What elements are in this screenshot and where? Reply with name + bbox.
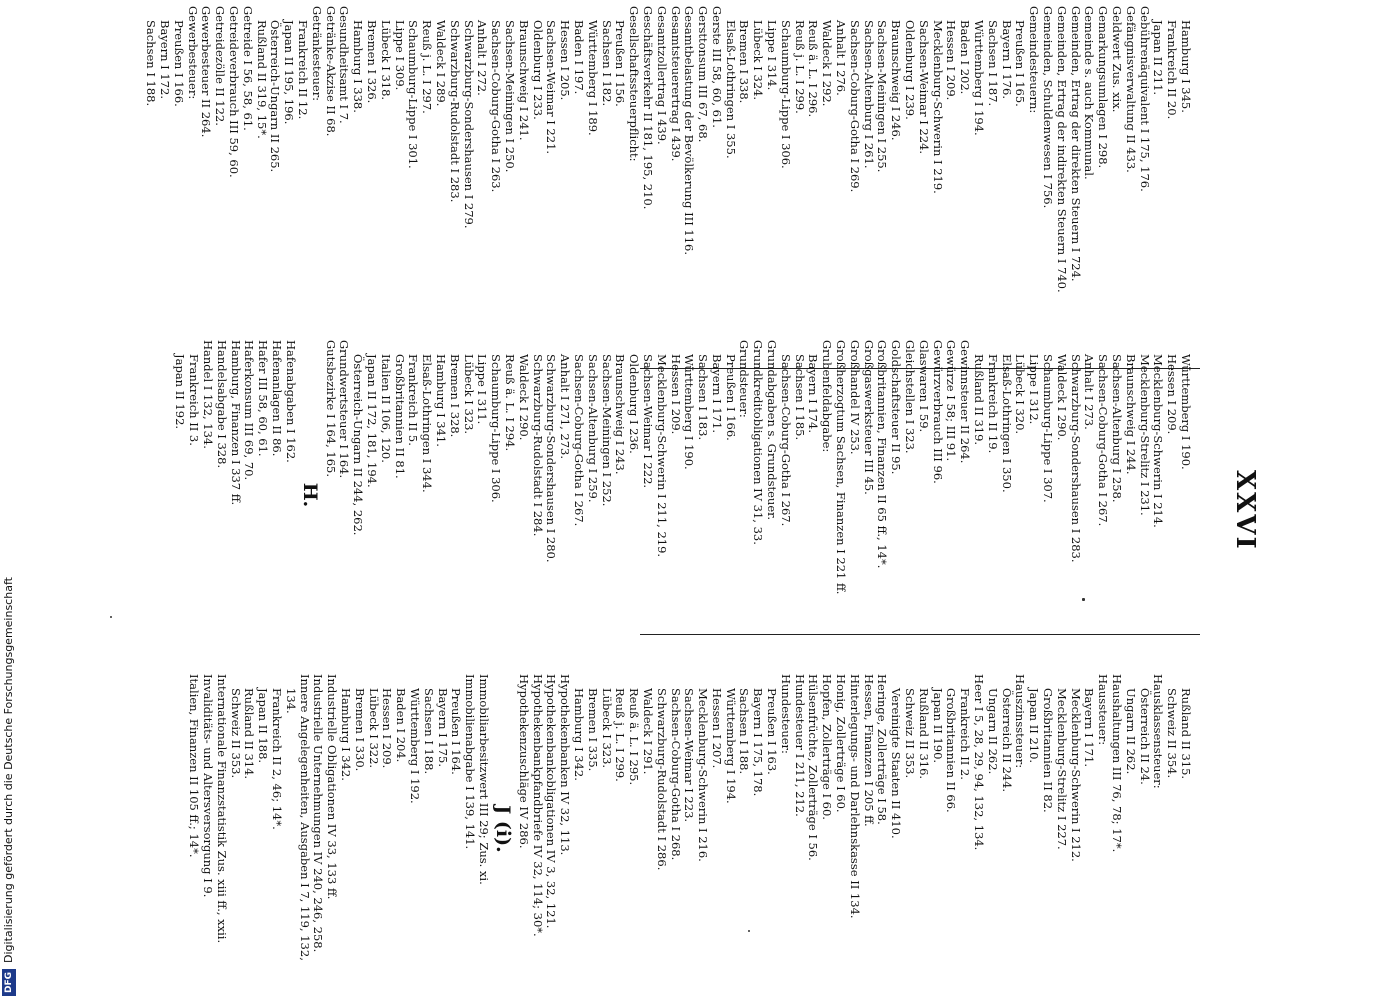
index-entry: Großgaswerksteuer III 45. <box>861 340 876 495</box>
index-entry: Sachsen-Weimar I 224. <box>916 20 931 155</box>
index-entry: Elsaß-Lothringen I 355. <box>723 20 738 159</box>
index-entry: Sachsen-Altenburg I 259. <box>585 354 600 503</box>
index-entry: Schweiz II 353. <box>903 688 918 779</box>
index-entry: Hamburg I 342. <box>338 688 353 781</box>
index-entry: Österreich II 244. <box>999 688 1014 793</box>
index-entry: Gleichstellen I 323. <box>903 340 918 454</box>
index-entry: Preußen I 156. <box>613 20 628 107</box>
index-entry: Württemberg I 192. <box>407 688 422 804</box>
index-entry: Gutsbezirke I 164, 165. <box>323 340 338 478</box>
index-entry: Lübeck I 318. <box>378 20 393 101</box>
index-entry: Hauszinssteuer: <box>1013 674 1028 769</box>
index-entry: Großhandel IV 253. <box>847 340 862 455</box>
index-entry: Heer I 5, 28, 29, 94, 132, 134. <box>972 674 987 851</box>
index-entry: Reuß ä. L. I 294. <box>502 354 517 452</box>
index-entry: Schwarzburg-Sondershausen I 279. <box>461 20 476 229</box>
index-entry: Bayern I 171. <box>1082 688 1097 767</box>
index-entry: Hundesteuer: <box>778 674 793 754</box>
index-entry: Gemeinden, Schuldenwesen I 756. <box>1041 6 1056 209</box>
index-entry: Getreide I 56, 58, 61. <box>240 6 255 131</box>
index-entry: Grundsteuer: <box>737 340 752 418</box>
index-entry: Hessen I 205. <box>558 20 573 101</box>
index-entry: Sachsen I 188. <box>421 688 436 775</box>
index-entry: Bayern I 175, 178. <box>751 688 766 797</box>
index-entry: Sachsen I 188. <box>144 20 159 107</box>
index-entry: Oldenburg I 239. <box>903 20 918 120</box>
index-entry: Hamburg I 345. <box>1179 20 1193 113</box>
index-entry: Sachsen-Coburg-Gotha I 267. <box>1096 354 1111 527</box>
index-entry: Schwarzburg-Sondershausen I 280. <box>544 354 559 563</box>
index-entry: Getränke-Akzise II 68. <box>323 6 338 137</box>
index-entry: Großbritannien II 81. <box>392 354 407 479</box>
index-entry: Mecklenburg-Strelitz I 227. <box>1054 688 1069 850</box>
index-entry: Internationale Finanzstatistik Zus. xiii ff., xxii. <box>214 674 229 944</box>
index-entry: Sachsen-Weimar I 223. <box>682 688 697 823</box>
index-entry: Schaumburg-Lippe I 306. <box>489 354 504 503</box>
index-entry: Württemberg I 189. <box>585 20 600 136</box>
index-entry: Sachsen-Meiningen I 252. <box>599 354 614 507</box>
index-entry: Schaumburg-Lippe I 306. <box>778 20 793 169</box>
index-entry: Japan II 172, 181, 194. <box>364 354 379 488</box>
index-entry: Preußen I 163. <box>765 688 780 775</box>
index-entry: Hessen I 209. <box>1165 354 1180 435</box>
index-entry: Hamburg I 342. <box>571 688 586 781</box>
index-entry: Lübeck I 323. <box>599 688 614 769</box>
index-entry: Mecklenburg-Strelitz I 231. <box>1137 354 1152 516</box>
index-entry: Gesamtbelastung der Bevölkerung III 116. <box>682 6 697 255</box>
index-entry: Waldeck I 289. <box>433 20 448 107</box>
index-entry: Reuß j. L. I 299. <box>792 20 807 114</box>
index-entry: Bremen I 338. <box>737 20 752 104</box>
index-entry: Schwarzburg-Rudolstadt I 283. <box>447 20 462 203</box>
index-entry: Geldwert Zus. xix. <box>1110 6 1125 113</box>
index-entry: Hopfen, Zollerträge I 60. <box>820 674 835 820</box>
index-entry: Sachsen-Weimar I 222. <box>640 354 655 489</box>
index-entry: Handelsabgabe I 328. <box>214 340 229 469</box>
index-entry: Japan II 188. <box>256 688 271 764</box>
index-entry: Sachsen I 182. <box>599 20 614 107</box>
index-entry: Gewürzverbrauch III 96. <box>930 340 945 484</box>
digitization-note <box>0 0 18 1000</box>
index-entry: Hessen I 209. <box>668 354 683 435</box>
index-entry: Gewinnsteuer II 264. <box>958 340 973 464</box>
index-entry: Lübeck I 324. <box>751 20 766 101</box>
index-entry: Gewerbesteuer II 264. <box>199 6 214 138</box>
index-entry: Braunschweig I 243. <box>613 354 628 475</box>
index-entry: Reuß ä. L. I 295. <box>627 688 642 786</box>
index-entry: Hamburg, Finanzen I 337 ff. <box>228 340 243 506</box>
index-entry: Frankreich II 3. <box>187 354 202 446</box>
index-entry: Frankreich II 20. <box>1165 20 1180 120</box>
index-entry: Reuß ä. L. I 296. <box>806 20 821 118</box>
index-entry: Hypothekenzuschläge IV 286. <box>516 674 531 849</box>
index-entry: Mecklenburg-Schwerin I 214. <box>1151 354 1166 528</box>
index-entry: Rußland II 314. <box>242 688 257 780</box>
index-entry: Gemeinden, Ertrag der indirekten Steuern I 740. <box>1054 6 1069 293</box>
index-entry: Hausklassensteuer: <box>1151 674 1166 789</box>
index-entry: Hessen I 207. <box>709 688 724 769</box>
index-entry: Württemberg I 190. <box>1179 354 1193 470</box>
index-entry: Hypothekenbankpfandbriefe IV 32, 114; 30*. <box>530 674 545 937</box>
index-entry: Ungarn II 262. <box>985 688 1000 775</box>
index-entry: Ungarn II 262. <box>1123 688 1138 775</box>
index-entry: Hypothekenbanken IV 32, 113. <box>558 674 573 856</box>
index-entry: Elsaß-Lothringen I 350. <box>999 354 1014 493</box>
index-entry: Schweiz II 354. <box>1165 688 1180 779</box>
index-entry: Industrielle Unternehmungen IV 240, 246, 258. <box>311 674 326 953</box>
index-entry: Rußland II 315. <box>1179 688 1193 780</box>
index-entry: Hamburg I 338. <box>351 20 366 113</box>
index-entry: Grundabgaben s. Grundsteuer. <box>765 340 780 521</box>
index-entry: Sachsen-Altenburg I 261. <box>861 20 876 169</box>
index-entry: Anhalt I 273. <box>1082 354 1097 430</box>
index-entry: Sachsen I 183. <box>696 354 711 441</box>
index-entry: Gersttonsum III 67, 68. <box>696 6 711 143</box>
index-entry: Rußland II 319. <box>972 354 987 446</box>
index-entry: Hülsenfrüchte, Zollerträge I 56. <box>806 674 821 861</box>
index-entry: Waldeck I 290. <box>1054 354 1069 441</box>
section-letter: J (i). <box>491 805 514 853</box>
index-entry: Hafenabgaben I 162. <box>283 340 298 463</box>
index-entry: Rußland II 316. <box>916 688 931 780</box>
index-entry: Getreideverbrauch III 59, 60. <box>227 6 242 178</box>
index-entry: Haferkonsum III 69, 70. <box>242 340 257 481</box>
index-entry: Gerste III 58, 60, 61. <box>709 6 724 128</box>
index-entry: Schwarzburg-Rudolstadt I 286. <box>654 688 669 871</box>
index-entry: Großherzogtum Sachsen, Finanzen I 221 ff. <box>834 340 849 595</box>
index-entry: Heringe, Zollerträge I 58. <box>875 674 890 825</box>
index-entry: Gemeinde s. auch Kommunal. <box>1082 6 1097 180</box>
index-entry: Baden I 197. <box>571 20 586 95</box>
index-entry: Honig, Zollerträge I 60. <box>834 674 849 813</box>
index-entry: Waldeck I 290. <box>516 354 531 441</box>
section-letter: H. <box>298 482 321 508</box>
index-entry: Hessen I 209. <box>944 20 959 101</box>
index-entry: Lippe I 314. <box>765 20 780 91</box>
index-entry: Grubenfeldabgabe: <box>820 340 835 453</box>
index-entry: Bayern I 172. <box>158 20 173 99</box>
index-entry: Großbritannien II 82. <box>1041 688 1056 813</box>
index-entry: Japan II 210. <box>1027 688 1042 764</box>
index-entry: Mecklenburg-Schwerin I 212. <box>1068 688 1083 862</box>
index-entry: Lippe I 311. <box>475 354 490 425</box>
index-entry: Schwarzburg-Sondershausen I 283. <box>1068 354 1083 563</box>
index-entry: Japan II 195, 196. <box>282 20 297 125</box>
index-entry: Schaumburg-Lippe I 307. <box>1041 354 1056 503</box>
index-entry: Großbritannien II 66. <box>944 688 959 813</box>
index-entry: Gewürze I 58; III 91. <box>944 340 959 462</box>
index-entry: Geschäftsverkehr II 181, 195, 210. <box>640 6 655 210</box>
index-entry: Waldeck I 291. <box>640 688 655 775</box>
scan-speck <box>110 616 112 618</box>
index-entry: Gewerbesteuer: <box>185 6 200 100</box>
index-entry: Sachsen-Coburg-Gotha I 269. <box>847 20 862 193</box>
index-entry: Lippe I 309. <box>392 20 407 91</box>
index-entry: Anhalt I 272. <box>475 20 490 96</box>
index-entry: Reuß j. L. I 299. <box>613 688 628 782</box>
index-column-2 <box>173 340 1192 650</box>
index-entry: Bremen I 328. <box>447 354 462 438</box>
index-entry: Braunschweig I 244. <box>1123 354 1138 475</box>
index-entry: Rußland II 319, 15*. <box>254 20 269 139</box>
index-entry: Österreich-Ungarn II 265. <box>268 20 283 173</box>
index-entry: Frankreich II 5. <box>406 354 421 446</box>
index-entry: Lübeck I 323. <box>461 354 476 435</box>
index-entry: Österreich-Ungarn II 244, 262. <box>351 354 366 536</box>
index-entry: Oldenburg I 236. <box>627 354 642 454</box>
index-entry: Preußen I 166. <box>723 354 738 441</box>
index-entry: Vereinigte Staaten II 410. <box>889 688 904 839</box>
index-entry: Württemberg I 194. <box>972 20 987 136</box>
index-entry: Italien II 106, 120. <box>378 354 393 463</box>
index-entry: Gemeindesteuern: <box>1027 6 1042 114</box>
index-entry: Haushaltungen III 76, 78; 17*. <box>1110 674 1125 853</box>
index-entry: Bremen I 330. <box>352 688 367 772</box>
index-entry: Mecklenburg-Schwerin I 219. <box>930 20 945 194</box>
index-entry: Sachsen-Altenburg I 258. <box>1110 354 1125 503</box>
index-entry: Glaswaren I 59. <box>916 340 931 433</box>
index-entry: Sachsen-Meiningen I 255. <box>875 20 890 173</box>
rotated-index-page <box>144 0 1270 1000</box>
index-entry: Sachsen I 187. <box>985 20 1000 107</box>
index-entry: Haussteuer: <box>1096 674 1111 746</box>
index-entry: Hinterlegungs- und Darlehnskasse II 134. <box>847 674 862 919</box>
index-entry: Sachsen-Weimar I 221. <box>544 20 559 155</box>
index-entry: Schweiz II 353. <box>228 688 243 779</box>
index-entry: Mecklenburg-Schwerin I 216. <box>696 688 711 862</box>
index-entry: Handel I 132, 134. <box>201 340 216 449</box>
index-entry: Gesellschaftssteuerpflicht: <box>627 6 642 162</box>
index-entry: Waldeck I 292. <box>820 20 835 107</box>
index-entry: Bayern I 171. <box>709 354 724 433</box>
index-entry: Frankreich II 12. <box>296 20 310 120</box>
index-entry: Immobilienabgabe I 139, 141. <box>463 674 478 850</box>
index-entry: Baden I 202. <box>958 20 973 95</box>
index-column-3 <box>186 674 1192 984</box>
index-entry: Sachsen-Coburg-Gotha I 263. <box>489 20 504 193</box>
index-entry: Hamburg I 341. <box>433 354 448 447</box>
index-entry: Österreich II 24. <box>1137 688 1152 785</box>
index-entry: Italien, Finanzen II 105 ff.; 14*. <box>187 674 202 858</box>
page-number: XXVI <box>1230 470 1260 551</box>
index-entry: Hafer III 58, 60, 61. <box>256 340 271 457</box>
index-entry: Bremen I 335. <box>585 688 600 772</box>
index-entry: Gesamtzollertrag I 439. <box>654 6 669 145</box>
index-entry: Baden I 204. <box>394 688 409 763</box>
index-entry: Braunschweig I 241. <box>516 20 531 141</box>
index-entry: Goldschaftsteuer II 95. <box>889 340 904 475</box>
index-entry: Gebührenäquivalent I 175, 176. <box>1137 6 1152 192</box>
index-entry: Sachsen I 188. <box>737 688 752 775</box>
index-entry: Preußen I 165. <box>1013 20 1028 107</box>
index-entry: Immobiliarbesitzwert III 29; Zus. xi. <box>476 674 491 885</box>
index-entry: Japan II 190. <box>930 688 945 764</box>
index-column-1 <box>143 6 1192 316</box>
index-entry: Gefängnisverwaltung II 433. <box>1123 6 1138 173</box>
index-entry: Schwarzburg-Rudolstadt I 284. <box>530 354 545 537</box>
index-entry: Sachsen-Coburg-Gotha I 267. <box>778 354 793 527</box>
index-entry: Mecklenburg-Schwerin I 211, 219. <box>654 354 669 558</box>
index-entry: Gemarkungsumlagen I 298. <box>1096 6 1111 169</box>
index-entry: Lübeck I 320. <box>1013 354 1028 435</box>
index-entry: Frankreich II 2, 46; 14*. <box>270 688 284 830</box>
index-entry: Gesamtsteuerertrag I 439. <box>668 6 683 162</box>
index-entry: Bayern I 176. <box>999 20 1014 99</box>
index-entry: Anhalt I 271, 273. <box>558 354 573 459</box>
index-entry: Gemeinden, Ertrag der direkten Steuern I 724. <box>1068 6 1083 282</box>
index-entry: Schaumburg-Lippe I 301. <box>406 20 421 169</box>
index-entry: Innere Angelegenheiten, Ausgaben I 7, 119, 132, 134. <box>283 674 312 961</box>
index-entry: Anhalt I 276. <box>834 20 849 96</box>
index-entry: Braunschweig I 246. <box>889 20 904 141</box>
index-entry: Hessen, Finanzen I 205 ff. <box>861 674 876 827</box>
index-entry: Grundkreditobligationen IV 31, 33. <box>751 340 766 545</box>
index-entry: Bayern I 175. <box>435 688 450 767</box>
index-entry: Sachsen I 185. <box>792 354 807 441</box>
index-entry: Preußen I 164. <box>449 688 464 775</box>
index-entry: Hypothekenbankobligationen IV 3, 32, 121. <box>544 674 559 929</box>
index-entry: Invaliditäts- und Altersversorgung I 9. <box>201 674 216 898</box>
index-entry: Großbritannien, Finanzen II 65 ff., 14*. <box>875 340 890 569</box>
index-entry: Bayern I 174. <box>806 354 821 433</box>
index-entry: Bremen I 326. <box>364 20 379 104</box>
index-entry: Reuß j. L. I 297. <box>420 20 435 114</box>
index-entry: Sachsen-Coburg-Gotha I 267. <box>571 354 586 527</box>
index-entry: Hafenanlagen II 86. <box>270 340 284 457</box>
index-entry: Frankreich II 2. <box>958 688 973 780</box>
index-entry: Japan II 192. <box>173 354 188 430</box>
index-entry: Württemberg I 190. <box>682 354 697 470</box>
dfg-logo: DFG <box>2 969 16 996</box>
index-entry: Lippe I 312. <box>1027 354 1042 425</box>
index-entry: Hundesteuer I 211, 212. <box>792 674 807 817</box>
index-entry: Industrielle Obligationen IV 33, 133 ff. <box>325 674 340 900</box>
index-entry: Lübeck I 322. <box>366 688 381 769</box>
index-entry: Elsaß-Lothringen I 344. <box>420 354 435 493</box>
index-entry: Getreidezölle II 122. <box>213 6 228 126</box>
index-entry: Preußen I 166. <box>171 20 186 107</box>
index-entry: Gesundheitsamt I 7. <box>337 6 352 124</box>
index-entry: Grundwertsteuer I 164. <box>337 340 352 479</box>
index-entry: Japan II 211. <box>1151 20 1166 96</box>
index-entry: Sachsen-Coburg-Gotha I 268. <box>668 688 683 861</box>
digitization-note-text: Digitalisierung gefördert durch die Deutsche Forschungsgemeinschaft <box>2 577 15 963</box>
index-entry: Sachsen-Meiningen I 250. <box>502 20 517 173</box>
index-entry: Oldenburg I 233. <box>530 20 545 120</box>
index-entry: Frankreich II 19. <box>985 354 1000 454</box>
index-entry: Hessen I 209. <box>380 688 395 769</box>
index-entry: Württemberg I 194. <box>723 688 738 804</box>
index-entry: Getränkesteuer: <box>309 6 324 102</box>
